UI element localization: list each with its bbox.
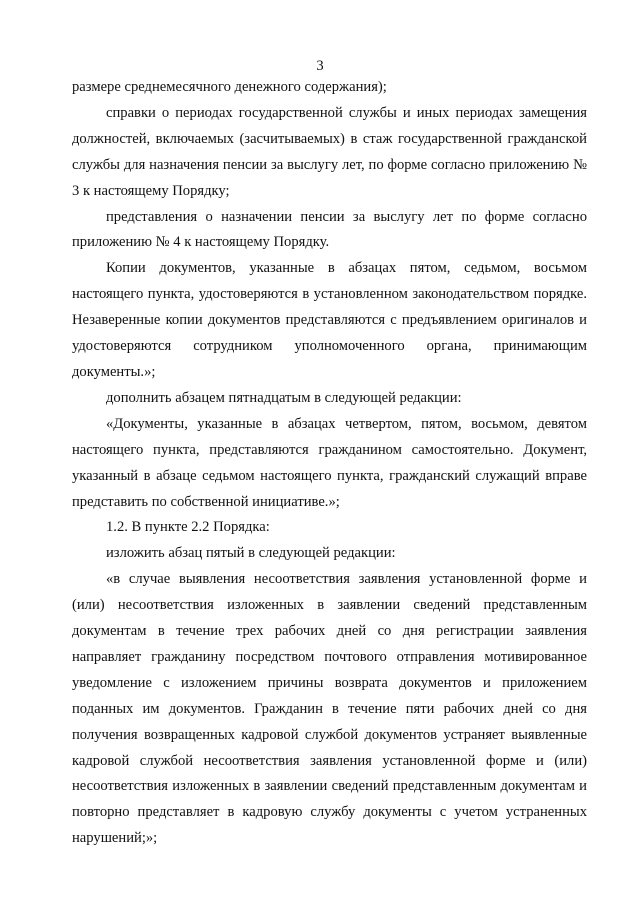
document-body (72, 75, 587, 852)
paragraph-section-1-2: 1.2. В пункте 2.2 Порядка: (106, 519, 270, 536)
page-number: 3 (316, 58, 324, 74)
paragraph-nonconformity: «в случае выявления несоответствия заявления установленной форме и (или) несоответствия изложенных в заявлении сведений представленным документам в течение трех рабочих дней со дня регистрации заявления направляет гражданину посредством почтового отправления мотивированное уведомление с изложением причины возврата документов и приложением поданных им документов. Гражданин в течение пяти рабочих дней со дня получения возвращенных кадровой службой документов устраняет выявленные кадровой службой несоответствия заявления установленной форме и (или) несоответствия изложенных в заявлении сведений представленным документам и повторно представляет в кадровую службу документы с учетом устраненных нарушений;»; (72, 571, 587, 847)
paragraph-add-fifteenth: дополнить абзацем пятнадцатым в следующей редакции: (106, 389, 462, 406)
paragraph-restate-fifth: изложить абзац пятый в следующей редакции: (106, 545, 396, 562)
paragraph-pension-submission: представления о назначении пенсии за выслугу лет по форме согласно приложению № 4 к настоящему Порядку. (72, 208, 587, 251)
paragraph-documents-provided: «Документы, указанные в абзацах четвертом, пятом, восьмом, девятом настоящего пункта, представляются гражданином самостоятельно. Документ, указанный в абзаце седьмом настоящего пункта, гражданский служащий вправе представить по собственной инициативе.»; (72, 415, 587, 510)
paragraph-document-copies: Копии документов, указанные в абзацах пятом, седьмом, восьмом настоящего пункта, удостоверяются в установленном законодательством порядке. Незаверенные копии документов представляются с предъявлением оригиналов и удостоверяются сотрудником уполномоченного органа, принимающим документы.»; (72, 260, 587, 380)
paragraph-service-certificate: справки о периодах государственной службы и иных периодах замещения должностей, включаемых (засчитываемых) в стаж государственной гражданской службы для назначения пенсии за выслугу лет, по форме согласно приложению № 3 к настоящему Порядку; (72, 104, 587, 199)
paragraph-pay-size-end: размере среднемесячного денежного содержания); (72, 79, 387, 95)
